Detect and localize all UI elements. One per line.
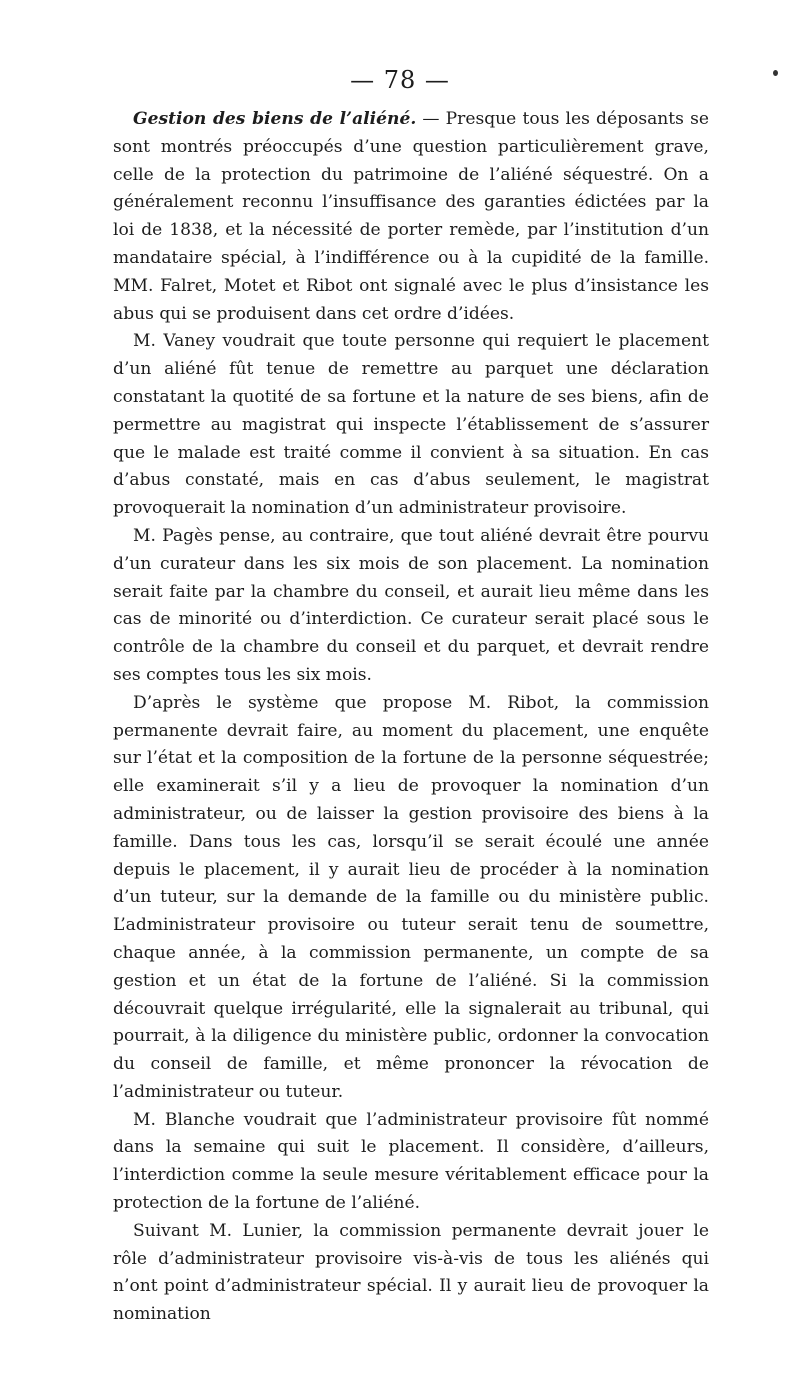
paragraph-6: Suivant M. Lunier, la commission permanente devrait jouer le rôle d’administrateur provisoire vis-à-vis de tous les aliénés qui n’ont point d’administrateur spécial. Il y aurait lieu de provoquer la nomination (113, 1220, 709, 1325)
paragraph-3: M. Pagès pense, au contraire, que tout aliéné devrait être pourvu d’un curateur dans les six mois de son placement. La nomination serait faite par la chambre du conseil, et aurait lieu même dans les cas de minorité ou d’interdiction. Ce curateur serait placé sous le contrôle de la chambre du conseil et du parquet, et devrait rendre ses comptes tous les six mois. (113, 525, 709, 685)
page-number: — 78 — (350, 66, 450, 94)
paragraph-5: M. Blanche voudrait que l’administrateur provisoire fût nommé dans la semaine qui suit le placement. Il considère, d’ailleurs, l’interdiction comme la seule mesure véritablement efficace pour la protection de la fortune de l’aliéné. (113, 1109, 709, 1214)
paragraph-4: D’après le système que propose M. Ribot, la commission permanente devrait faire, au moment du placement, une enquête sur l’état et la composition de la fortune de la personne séquestrée; elle examinerait s’il y a lieu de provoquer la nomination d’un administrateur, ou de laisser la gestion provisoire des biens à la famille. Dans tous les cas, lorsqu’il se serait écoulé une année depuis le placement, il y aurait lieu de procéder à la nomination d’un tuteur, sur la demande de la famille ou du ministère public. L’administrateur provisoire ou tuteur serait tenu de soumettre, chaque année, à la commission permanente, un compte de sa gestion et un état de la fortune de l’aliéné. Si la commission découvrait quelque irrégularité, elle la signalerait au tribunal, qui pourrait, à la diligence du ministère public, ordonner la convocation du conseil de famille, et même prononcer la révocation de l’administrateur ou tuteur. (113, 692, 709, 1102)
section-title: Gestion des biens de l’aliéné. (133, 109, 417, 129)
paragraph-1-text: — Presque tous les déposants se sont montrés préoccupés d’une question particulièrement grave, celle de la protection du patrimoine de l’aliéné séquestré. On a généralement reconnu l’insuffisance des garanties édictées par la loi de 1838, et la nécessité de porter remède, par l’institution d’un mandataire spécial, à l’indifférence ou à la cupidité de la famille. MM. Falret, Motet et Ribot ont signalé avec le plus d’insistance les abus qui se produisent dans cet ordre d’idées. (113, 109, 709, 324)
paragraph-2: M. Vaney voudrait que toute personne qui requiert le placement d’un aliéné fût tenue de remettre au parquet une déclaration constatant la quotité de sa fortune et la nature de ses biens, afin de permettre au magistrat qui inspecte l’établissement de s’assurer que le malade est traité comme il convient à sa situation. En cas d’abus constaté, mais en cas d’abus seulement, le magistrat provoquerait la nomination d’un administrateur provisoire. (113, 331, 709, 519)
body-text (113, 106, 709, 1329)
paragraph-1 (113, 106, 709, 328)
